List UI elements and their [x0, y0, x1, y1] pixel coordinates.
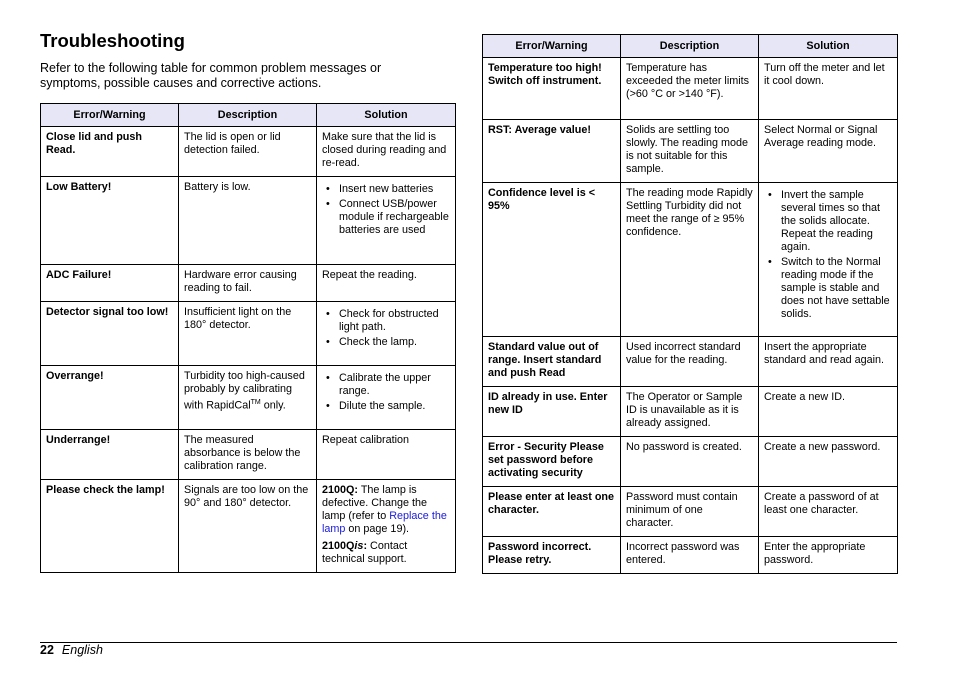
description-cell: The Operator or Sample ID is unavailable as it is already assigned.	[621, 387, 759, 437]
description-cell: Used incorrect standard value for the reading.	[621, 337, 759, 387]
error-cell: Close lid and push Read.	[41, 127, 179, 177]
error-cell: Detector signal too low!	[41, 302, 179, 366]
table-header-row	[41, 104, 456, 127]
model-label-suffix: is	[354, 540, 364, 552]
solution-cell	[759, 183, 898, 337]
table-row	[41, 430, 456, 480]
solution-bullet: • Check for obstructed light path.	[339, 308, 450, 334]
table-row	[41, 127, 456, 177]
description-cell: Battery is low.	[179, 177, 317, 265]
error-cell: Confidence level is < 95%	[483, 183, 621, 337]
error-cell: ADC Failure!	[41, 265, 179, 302]
footer-language: English	[61, 643, 103, 657]
error-cell: Overrange!	[41, 366, 179, 430]
description-cell: Password must contain minimum of one character.	[621, 487, 759, 537]
solution-bullet: • Check the lamp.	[339, 336, 450, 349]
solution-cell: Create a new ID.	[759, 387, 898, 437]
header-description: Description	[621, 35, 759, 58]
solution-bullet: • Calibrate the upper range.	[339, 372, 450, 398]
model-label-base: 2100Q	[322, 540, 355, 552]
page-footer	[40, 643, 103, 657]
description-cell	[179, 366, 317, 430]
table-row	[483, 537, 898, 574]
header-description: Description	[179, 104, 317, 127]
solution-cell: Create a new password.	[759, 437, 898, 487]
error-cell: Temperature too high! Switch off instrument.	[483, 58, 621, 120]
solution-cell: Repeat calibration	[317, 430, 456, 480]
solution-cell: Enter the appropriate password.	[759, 537, 898, 574]
replace-lamp-link[interactable]: Replace the lamp	[322, 510, 447, 535]
table-row	[41, 366, 456, 430]
model-label-colon: :	[363, 540, 368, 552]
solution-cell: Repeat the reading.	[317, 265, 456, 302]
table-row	[41, 302, 456, 366]
description-cell: No password is created.	[621, 437, 759, 487]
error-cell: Please enter at least one character.	[483, 487, 621, 537]
solution-cell	[317, 302, 456, 366]
description-cell: Temperature has exceeded the meter limits (>60 °C or >140 °F).	[621, 58, 759, 120]
page-title: Troubleshooting	[40, 30, 185, 51]
troubleshooting-table-right	[482, 34, 898, 574]
table-row	[483, 183, 898, 337]
solution-2100qis	[322, 540, 450, 566]
solution-bullet: • Switch to the Normal reading mode if the sample is stable and does not have settable solids.	[781, 256, 892, 321]
error-cell: Password incorrect. Please retry.	[483, 537, 621, 574]
error-cell: Low Battery!	[41, 177, 179, 265]
table-row	[483, 437, 898, 487]
header-error: Error/Warning	[483, 35, 621, 58]
solution-cell: Insert the appropriate standard and read again.	[759, 337, 898, 387]
solution-bullet: • Invert the sample several times so that the solids allocate. Repeat the reading again.	[781, 189, 892, 254]
error-cell: Error - Security Please set password before activating security	[483, 437, 621, 487]
error-cell: Standard value out of range. Insert standard and push Read	[483, 337, 621, 387]
solution-bullet: • Insert new batteries	[339, 183, 450, 196]
intro-paragraph: Refer to the following table for common problem messages or symptoms, possible causes and corrective actions.	[40, 61, 382, 90]
description-text: Turbidity too high-caused probably by calibrating with RapidCal	[184, 370, 305, 412]
table-row	[41, 480, 456, 573]
table-row	[483, 337, 898, 387]
error-cell: Please check the lamp!	[41, 480, 179, 573]
solution-cell: Make sure that the lid is closed during reading and re-read.	[317, 127, 456, 177]
table-row	[41, 265, 456, 302]
description-cell: The measured absorbance is below the calibration range.	[179, 430, 317, 480]
solution-bullet: • Dilute the sample.	[339, 400, 450, 413]
table-row	[483, 120, 898, 183]
table-row	[41, 177, 456, 265]
header-error: Error/Warning	[41, 104, 179, 127]
error-cell: Underrange!	[41, 430, 179, 480]
model-label-2100qis	[322, 540, 367, 552]
solution-bullet: • Connect USB/power module if rechargeable batteries are used	[339, 198, 450, 237]
solution-cell	[317, 480, 456, 573]
description-cell: The lid is open or lid detection failed.	[179, 127, 317, 177]
error-cell: ID already in use. Enter new ID	[483, 387, 621, 437]
solution-cell	[317, 366, 456, 430]
description-cell: Signals are too low on the 90° and 180° detector.	[179, 480, 317, 573]
solution-cell: Create a password of at least one character.	[759, 487, 898, 537]
solution-tail: on page 19).	[345, 523, 410, 535]
table-row	[483, 487, 898, 537]
solution-cell	[317, 177, 456, 265]
solution-text: Contact technical support.	[322, 540, 408, 565]
model-label-2100q: 2100Q:	[322, 484, 359, 496]
description-cell: Incorrect password was entered.	[621, 537, 759, 574]
description-cell: Insufficient light on the 180° detector.	[179, 302, 317, 366]
description-cell: Hardware error causing reading to fail.	[179, 265, 317, 302]
page-number: 22	[40, 643, 54, 657]
footer-divider	[40, 642, 897, 643]
solution-text: The lamp is defective. Change the lamp (refer to	[322, 484, 428, 522]
solution-2100q	[322, 484, 450, 536]
description-cell: Solids are settling too slowly. The reading mode is not suitable for this sample.	[621, 120, 759, 183]
trademark-superscript: TM	[250, 399, 261, 406]
table-header-row	[483, 35, 898, 58]
troubleshooting-table-left	[40, 103, 456, 573]
header-solution: Solution	[317, 104, 456, 127]
header-solution: Solution	[759, 35, 898, 58]
description-tail: only.	[260, 399, 286, 412]
table-row	[483, 58, 898, 120]
solution-cell: Turn off the meter and let it cool down.	[759, 58, 898, 120]
table-row	[483, 387, 898, 437]
description-cell: The reading mode Rapidly Settling Turbidity did not meet the range of ≥ 95% confidence.	[621, 183, 759, 337]
solution-cell: Select Normal or Signal Average reading mode.	[759, 120, 898, 183]
error-cell: RST: Average value!	[483, 120, 621, 183]
